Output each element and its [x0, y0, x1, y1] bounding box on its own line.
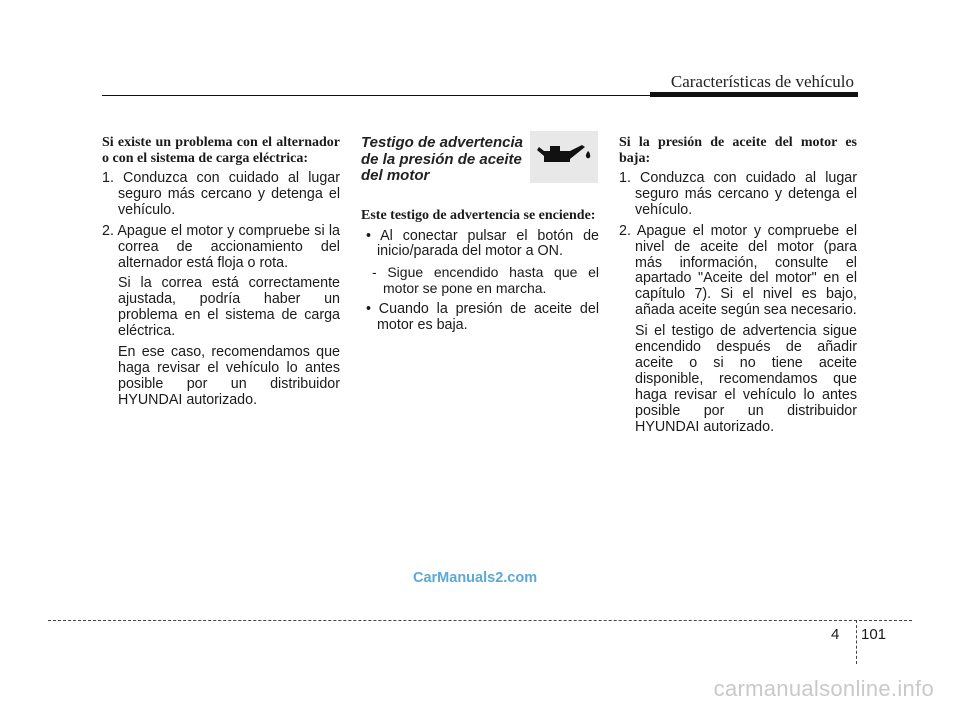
low-oil-step-2: 2. Apague el motor y compruebe el nivel de aceite del motor (para más información, consulte el apartado "Aceite del motor" en el capítulo 7). Si el nivel es bajo, añada aceite según sea necesario. [619, 222, 857, 319]
column-alternator [102, 135, 340, 414]
oil-can-warning-icon [530, 131, 598, 183]
header-rule [102, 95, 650, 96]
chapter-number: 4 [831, 626, 840, 643]
alternator-paragraph-2: En ese caso, recomendamos que haga revisar el vehículo lo antes posible por un distribuidor HYUNDAI autorizado. [118, 344, 340, 408]
watermark-link[interactable]: CarManuals2.com [413, 570, 538, 586]
low-oil-paragraph-1: Si el testigo de advertencia sigue encendido después de añadir aceite o si no tiene aceite disponible, recomendamos que haga revisar el vehículo lo antes posible por un distribuidor HYUNDAI autorizado. [635, 323, 857, 435]
oil-warning-bullet-2: • Cuando la presión de aceite del motor es baja. [366, 301, 599, 334]
low-oil-heading: Si la presión de aceite del motor es baja: [619, 135, 857, 166]
page-header-title: Características de vehículo [670, 72, 854, 91]
oil-warning-heading: Este testigo de advertencia se enciende: [361, 208, 596, 223]
page-number: 101 [861, 626, 887, 643]
column-low-oil [619, 135, 857, 441]
alternator-step-2: 2. Apague el motor y compruebe si la correa de accionamiento del alternador está floja o rota. [102, 222, 340, 271]
footer-rule [48, 620, 912, 621]
low-oil-step-1: 1. Conduzca con cuidado al lugar seguro más cercano y detenga el vehículo. [619, 170, 857, 218]
alternator-heading: Si existe un problema con el alternador o con el sistema de carga eléctrica: [102, 135, 340, 166]
oil-warning-dash-1: - Sigue encendido hasta que el motor se pone en marcha. [372, 264, 599, 297]
site-watermark: carmanualsonline.info [713, 676, 934, 701]
oil-warning-bullet-1: • Al conectar pulsar el botón de inicio/parada del motor a ON. [366, 227, 599, 260]
header-rule-accent [650, 92, 858, 97]
alternator-paragraph-1: Si la correa está correctamente ajustada, podría haber un problema en el sistema de carga eléctrica. [118, 275, 340, 340]
footer-divider [856, 620, 857, 664]
oil-warning-title: Testigo de advertencia de la presión de aceite del motor [361, 134, 523, 184]
alternator-step-1: 1. Conduzca con cuidado al lugar seguro más cercano y detenga el vehículo. [102, 170, 340, 218]
